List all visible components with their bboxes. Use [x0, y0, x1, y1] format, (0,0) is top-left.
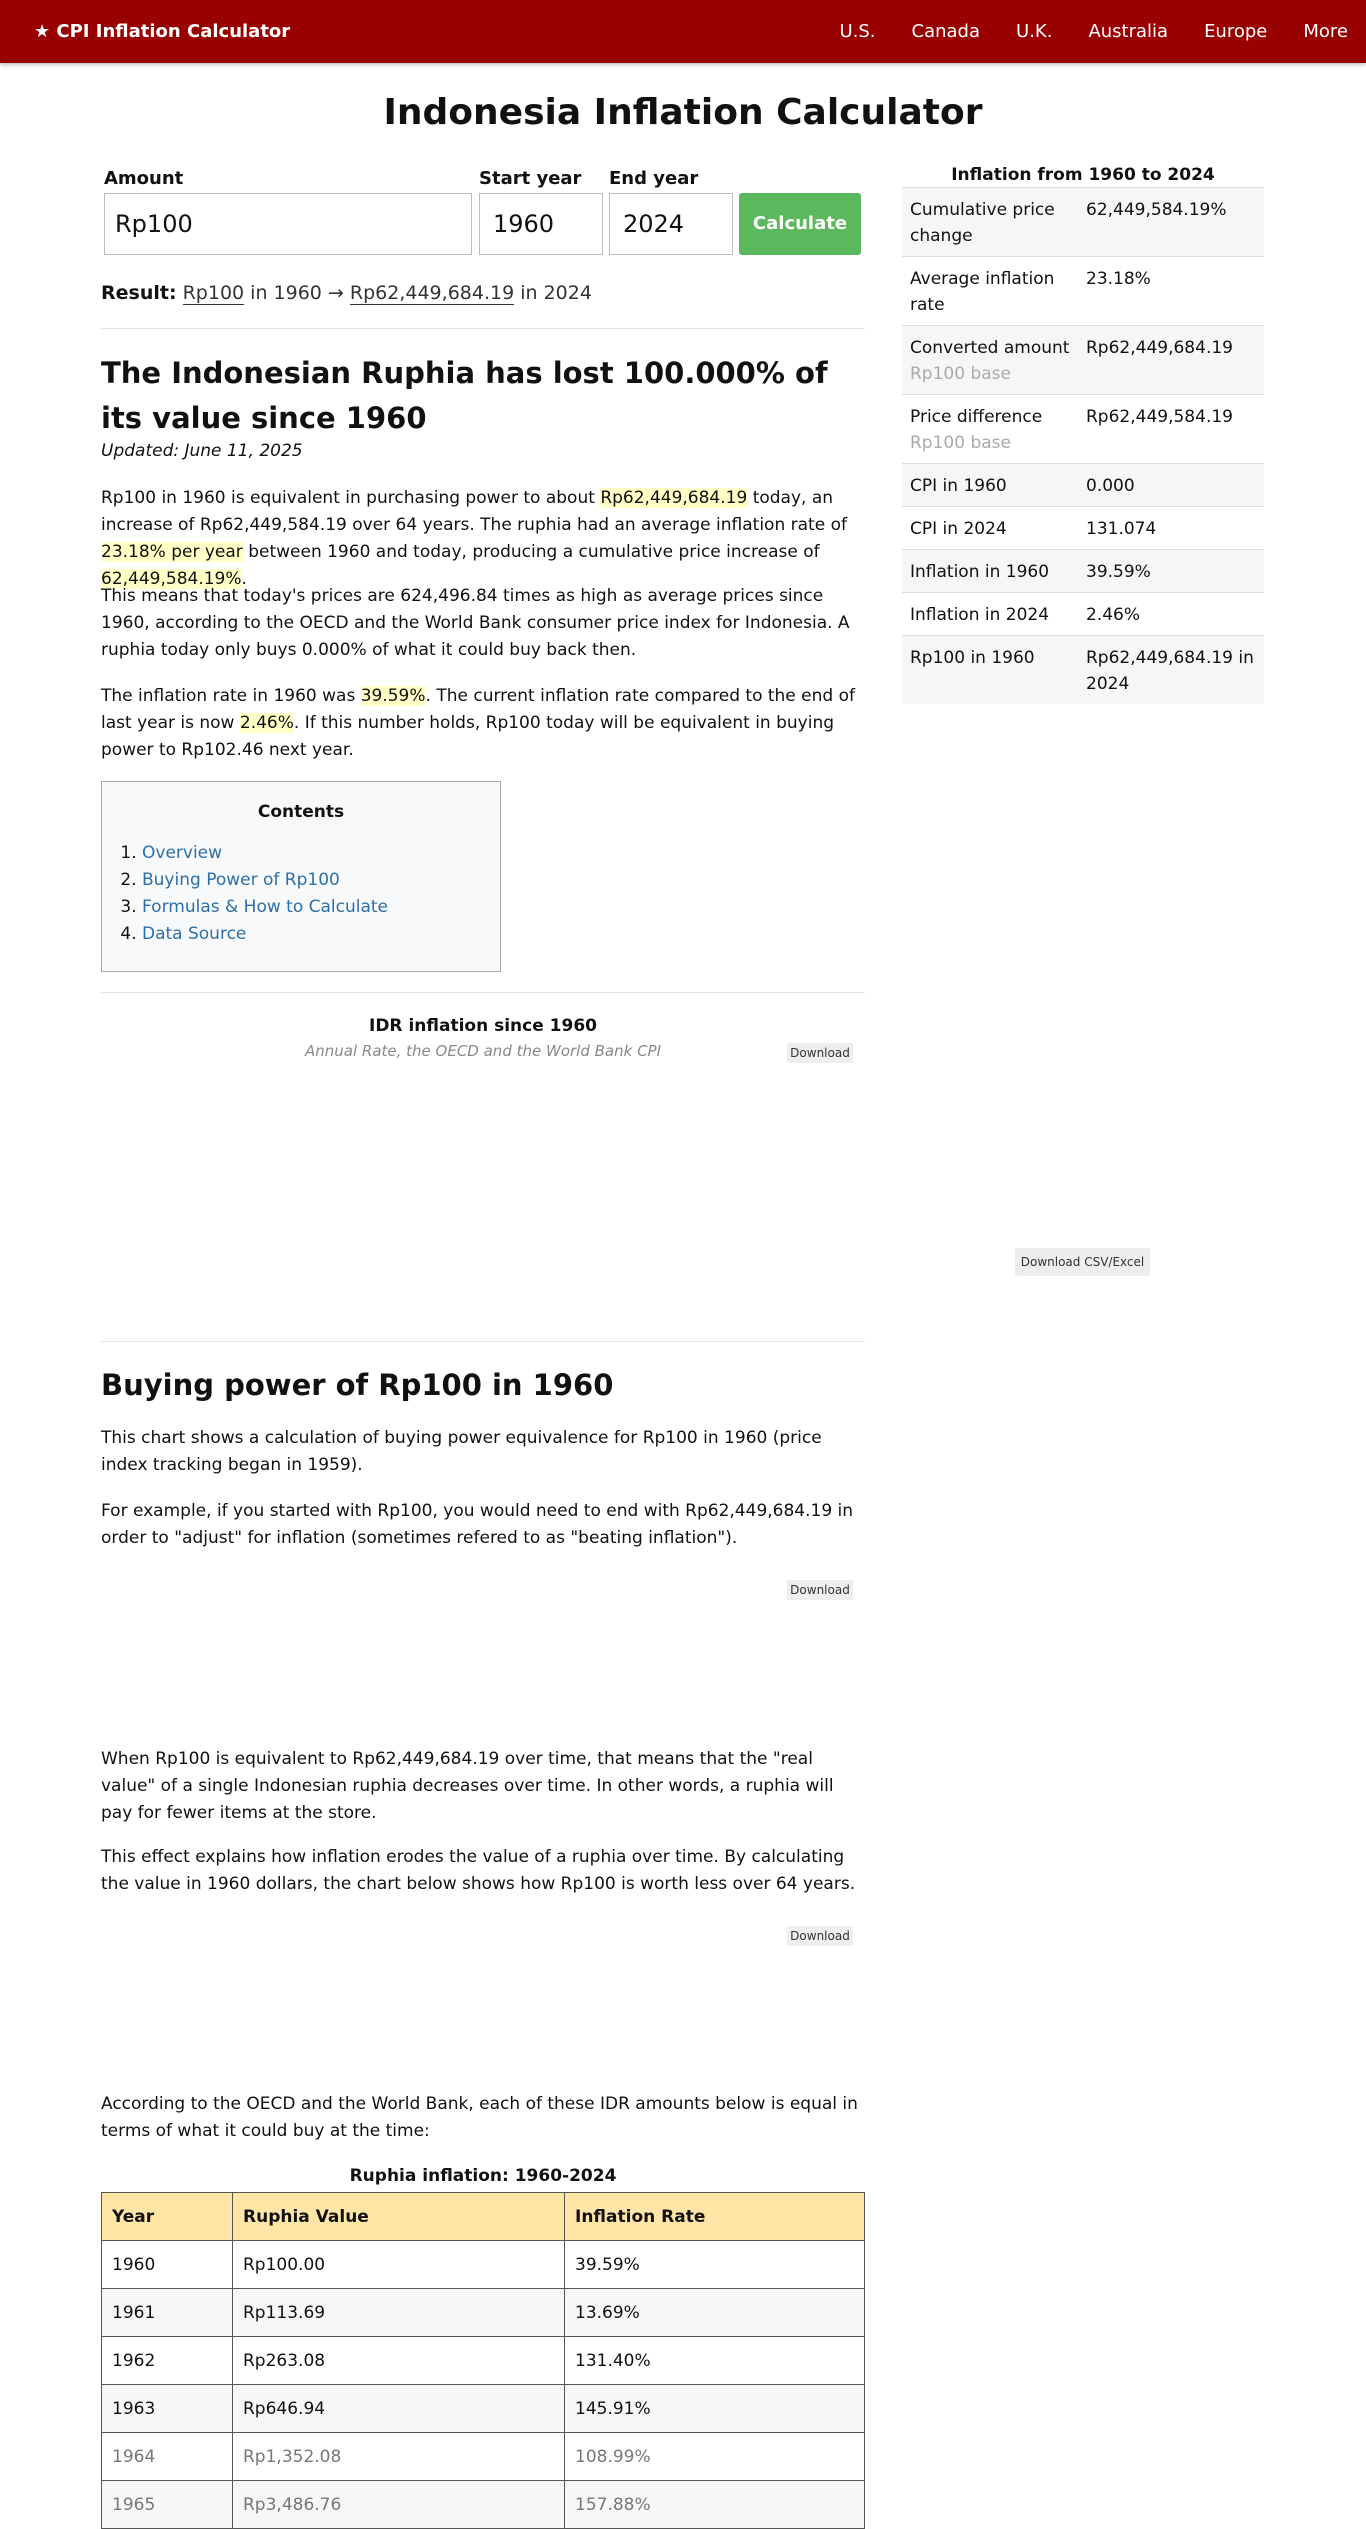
divider — [101, 328, 865, 329]
summary-table — [902, 187, 1264, 704]
table-cell-value: Rp263.08 — [233, 2337, 565, 2385]
nav-link-canada[interactable]: Canada — [911, 21, 981, 42]
chart-title: IDR inflation since 1960 — [369, 1016, 597, 1036]
table-cell-year: 1964 — [102, 2433, 233, 2481]
summary-row — [902, 395, 1264, 464]
buying-power-chart-download-button[interactable]: Download — [787, 1580, 853, 1600]
calculate-button[interactable]: Calculate — [739, 193, 861, 255]
summary-row — [902, 464, 1264, 507]
summary-key-text: Rp100 in 1960 — [910, 648, 1035, 668]
summary-row — [902, 507, 1264, 550]
summary-key-text: Inflation in 2024 — [910, 605, 1050, 625]
summary-key-sub: Rp100 base — [910, 364, 1011, 384]
p3-highlight-current: 2.46% — [239, 713, 294, 733]
summary-key — [902, 188, 1078, 257]
contents-item-buying-power — [142, 867, 500, 894]
nav-link-us[interactable]: U.S. — [839, 21, 876, 42]
summary-row — [902, 593, 1264, 636]
buying-power-chart-area — [101, 1605, 865, 1735]
result-line — [101, 282, 592, 304]
chart-subtitle: Annual Rate, the OECD and the World Bank CPI — [304, 1042, 662, 1060]
summary-row — [902, 188, 1264, 257]
p1-highlight-cumulative: 62,449,584.19% — [101, 569, 242, 589]
summary-key — [902, 326, 1078, 395]
summary-value: 39.59% — [1078, 550, 1264, 593]
contents-box — [101, 781, 501, 972]
summary-key — [902, 395, 1078, 464]
table-caption: Ruphia inflation: 1960-2024 — [349, 2166, 617, 2186]
equivalence-paragraph: According to the OECD and the World Bank, each of these IDR amounts below is equal in terms of what it could buy at the time: — [101, 2094, 858, 2141]
table-cell-rate: 157.88% — [565, 2481, 865, 2529]
page-title: Indonesia Inflation Calculator — [383, 92, 983, 133]
table-cell-value: Rp3,486.76 — [233, 2481, 565, 2529]
summary-key — [902, 636, 1078, 705]
table-cell-rate: 39.59% — [565, 2241, 865, 2289]
summary-key-sub: Rp100 base — [910, 433, 1011, 453]
nav-link-australia[interactable]: Australia — [1088, 21, 1169, 42]
summary-key-text: Price difference — [910, 407, 1043, 427]
result-from-amount[interactable]: Rp100 — [182, 282, 245, 304]
p3-highlight-1960: 39.59% — [360, 686, 426, 706]
contents-item-overview — [142, 840, 500, 867]
summary-key — [902, 593, 1078, 636]
table-header-year: Year — [102, 2193, 233, 2241]
table-cell-year: 1962 — [102, 2337, 233, 2385]
p1-text-d: . — [241, 569, 247, 589]
p1-highlight-amount: Rp62,449,684.19 — [600, 488, 748, 508]
nav-link-uk[interactable]: U.K. — [1016, 21, 1053, 42]
buying-power-heading: Buying power of Rp100 in 1960 — [101, 1368, 614, 1402]
table-row — [102, 2241, 865, 2289]
table-cell-year: 1960 — [102, 2241, 233, 2289]
contents-title: Contents — [257, 802, 345, 822]
table-row — [102, 2289, 865, 2337]
summary-key-text: Converted amount — [910, 338, 1070, 358]
value-chart-area — [101, 1952, 865, 2072]
divider — [101, 1341, 865, 1342]
summary-value: Rp62,449,684.19 — [1078, 326, 1264, 395]
prices-paragraph: This means that today's prices are 624,496.84 times as high as average prices since 1960, according to the OECD and the World Bank consumer price index for Indonesia. A ruphia today only buys 0.000% of what it could buy back then. — [101, 586, 850, 660]
result-to-amount[interactable]: Rp62,449,684.19 — [349, 282, 515, 304]
table-cell-rate: 108.99% — [565, 2433, 865, 2481]
contents-link-data-source[interactable]: Data Source — [142, 924, 247, 944]
summary-key-text: Average inflation rate — [910, 269, 1055, 315]
summary-key — [902, 550, 1078, 593]
result-start-text: in 1960 → — [250, 282, 344, 304]
table-header-value: Ruphia Value — [233, 2193, 565, 2241]
table-header-rate: Inflation Rate — [565, 2193, 865, 2241]
divider — [101, 992, 865, 993]
buying-power-paragraph-2: For example, if you started with Rp100, you would need to end with Rp62,449,684.19 in order to "adjust" for inflation (sometimes refered to as "beating inflation"). — [101, 1501, 854, 1548]
summary-key — [902, 257, 1078, 326]
table-row — [102, 2481, 865, 2529]
summary-value: Rp62,449,584.19 — [1078, 395, 1264, 464]
table-cell-rate: 145.91% — [565, 2385, 865, 2433]
nav-links — [803, 0, 1348, 63]
chart-download-button[interactable]: Download — [787, 1043, 853, 1063]
amount-input[interactable] — [104, 193, 472, 255]
end-year-input[interactable]: 2024 — [609, 193, 733, 255]
nav-link-more[interactable]: More — [1303, 21, 1348, 42]
erosion-paragraph: This effect explains how inflation erodes the value of a ruphia over time. By calculating the value in 1960 dollars, the chart below shows how Rp100 is worth less over 64 years. — [101, 1847, 856, 1894]
table-row — [102, 2337, 865, 2385]
table-header-row — [102, 2193, 865, 2241]
result-label: Result: — [101, 282, 177, 304]
contents-link-buying-power[interactable]: Buying Power of Rp100 — [142, 870, 340, 890]
summary-row — [902, 550, 1264, 593]
contents-item-data-source — [142, 921, 500, 948]
article-heading: The Indonesian Ruphia has lost 100.000% of its value since 1960 — [101, 356, 828, 435]
end-year-label: End year — [609, 168, 699, 189]
p1-highlight-rate: 23.18% per year — [101, 542, 243, 562]
inflation-table — [101, 2192, 865, 2529]
inflation-chart-area — [101, 1070, 865, 1310]
summary-value: 0.000 — [1078, 464, 1264, 507]
summary-value: 62,449,584.19% — [1078, 188, 1264, 257]
p1-text-a: Rp100 in 1960 is equivalent in purchasing power to about — [101, 488, 601, 508]
real-value-paragraph: When Rp100 is equivalent to Rp62,449,684.19 over time, that means that the "real value" of a single Indonesian ruphia decreases over time. In other words, a ruphia will pay for fewer items at the store. — [101, 1749, 834, 1823]
summary-sidebar — [902, 163, 1264, 704]
sidebar-title: Inflation from 1960 to 2024 — [951, 165, 1215, 185]
contents-link-formulas[interactable]: Formulas & How to Calculate — [142, 897, 389, 917]
p3-text-b: . The current inflation rate compared to the end of last year is now — [101, 686, 855, 733]
top-nav — [0, 0, 1366, 63]
table-row — [102, 2385, 865, 2433]
table-cell-rate: 13.69% — [565, 2289, 865, 2337]
brand-logo-link[interactable]: ★ CPI Inflation Calculator — [34, 21, 291, 42]
p1-text-c: between 1960 and today, producing a cumulative price increase of — [242, 542, 820, 562]
amount-label: Amount — [104, 168, 184, 189]
table-cell-year: 1961 — [102, 2289, 233, 2337]
summary-key-text: Cumulative price change — [910, 200, 1055, 246]
p3-text-c: . If this number holds, Rp100 today will be equivalent in buying power to Rp102.46 next year. — [101, 713, 835, 760]
table-cell-value: Rp1,352.08 — [233, 2433, 565, 2481]
table-cell-rate: 131.40% — [565, 2337, 865, 2385]
table-cell-value: Rp113.69 — [233, 2289, 565, 2337]
contents-link-overview[interactable]: Overview — [142, 843, 223, 863]
summary-value: 2.46% — [1078, 593, 1264, 636]
summary-key — [902, 507, 1078, 550]
summary-key — [902, 464, 1078, 507]
amount-value: 100 — [146, 210, 193, 238]
p3-text-a: The inflation rate in 1960 was — [101, 686, 361, 706]
start-year-label: Start year — [479, 168, 582, 189]
table-cell-value: Rp100.00 — [233, 2241, 565, 2289]
summary-row — [902, 257, 1264, 326]
buying-power-paragraph-1: This chart shows a calculation of buying power equivalence for Rp100 in 1960 (price index tracking began in 1959). — [101, 1428, 822, 1475]
table-cell-year: 1963 — [102, 2385, 233, 2433]
nav-link-europe[interactable]: Europe — [1204, 21, 1268, 42]
summary-value: 23.18% — [1078, 257, 1264, 326]
summary-value: Rp62,449,684.19 in 2024 — [1078, 636, 1264, 705]
table-cell-year: 1965 — [102, 2481, 233, 2529]
summary-key-text: CPI in 2024 — [910, 519, 1007, 539]
contents-item-formulas — [142, 894, 500, 921]
value-chart-download-button[interactable]: Download — [787, 1926, 853, 1946]
download-csv-button[interactable]: Download CSV/Excel — [1015, 1248, 1150, 1276]
summary-row — [902, 326, 1264, 395]
summary-paragraph — [101, 485, 865, 593]
result-end-text: in 2024 — [520, 282, 592, 304]
updated-date: Updated: June 11, 2025 — [101, 441, 303, 461]
summary-value: 131.074 — [1078, 507, 1264, 550]
p1-text-b: today, an increase of Rp62,449,584.19 over 64 years. The ruphia had an average inflation rate of — [101, 488, 847, 535]
contents-list — [102, 840, 500, 948]
inflation-table-wrapper — [101, 2192, 865, 2529]
table-row — [102, 2433, 865, 2481]
summary-key-text: CPI in 1960 — [910, 476, 1007, 496]
inflation-rate-paragraph — [101, 683, 865, 764]
start-year-input[interactable]: 1960 — [479, 193, 603, 255]
currency-prefix: Rp — [115, 210, 147, 238]
summary-row — [902, 636, 1264, 705]
summary-key-text: Inflation in 1960 — [910, 562, 1050, 582]
table-cell-value: Rp646.94 — [233, 2385, 565, 2433]
